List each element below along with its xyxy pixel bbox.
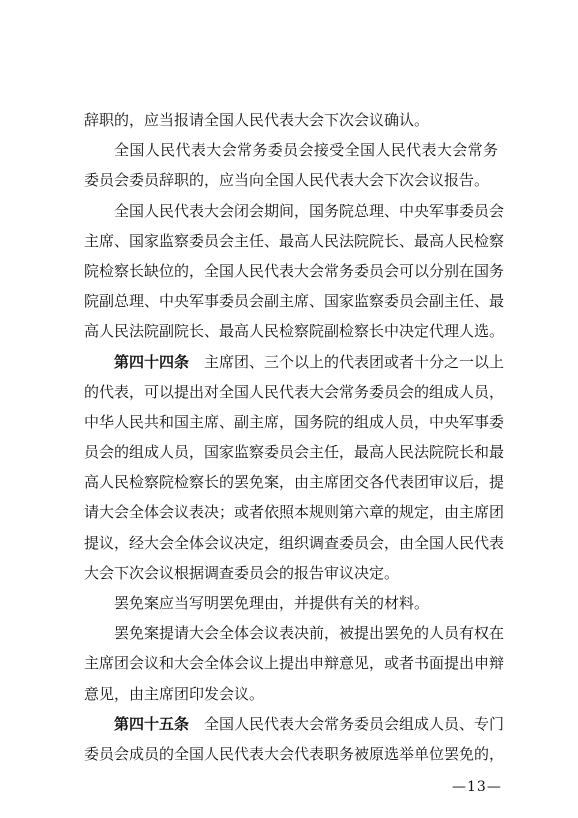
text-line bbox=[84, 316, 505, 346]
document-body bbox=[84, 105, 505, 769]
text-line bbox=[84, 437, 505, 467]
line-text: 主席、国家监察委员会主任、最高人民法院院长、最高人民检察 bbox=[84, 231, 505, 250]
text-line bbox=[84, 467, 505, 497]
line-text: 委员会成员的全国人民代表大会代表职务被原选举单位罢免的， bbox=[84, 744, 505, 763]
text-line bbox=[84, 286, 505, 316]
text-line bbox=[84, 377, 505, 407]
line-text: 大会下次会议根据调查委员会的报告审议决定。 bbox=[84, 563, 400, 582]
line-text: 辞职的，应当报请全国人民代表大会下次会议确认。 bbox=[84, 111, 430, 129]
text-line bbox=[84, 256, 505, 286]
line-text: 罢免案提请大会全体会议表决前，被提出罢免的人员有权在 bbox=[114, 624, 505, 643]
page-number: —13— bbox=[452, 779, 502, 795]
line-text: 院检察长缺位的，全国人民代表大会常务委员会可以分别在国务 bbox=[84, 261, 505, 280]
line-text: 中华人民共和国主席、副主席，国务院的组成人员，中央军事委 bbox=[84, 412, 505, 431]
line-text: 委员会委员辞职的，应当向全国人民代表大会下次会议报告。 bbox=[84, 171, 490, 190]
text-line bbox=[84, 528, 505, 558]
text-line bbox=[84, 196, 505, 226]
article-number: 第四十四条 bbox=[114, 352, 190, 371]
text-line bbox=[84, 558, 498, 588]
text-line bbox=[84, 679, 498, 709]
text-line bbox=[84, 226, 505, 256]
line-text: 全国人民代表大会闭会期间，国务院总理、中央军事委员会 bbox=[114, 201, 505, 220]
line-text: 意见，由主席团印发会议。 bbox=[84, 684, 265, 703]
text-line bbox=[84, 588, 498, 618]
text-line bbox=[84, 648, 505, 678]
text-line bbox=[84, 618, 505, 648]
text-line bbox=[84, 709, 505, 739]
line-text: 员会的组成人员，国家监察委员会主任，最高人民法院院长和最 bbox=[84, 443, 505, 462]
line-text: 高人民检察院检察长的罢免案，由主席团交各代表团审议后，提 bbox=[84, 473, 505, 492]
line-text: 主席团、三个以上的代表团或者十分之一以上 bbox=[189, 352, 505, 371]
line-text: 全国人民代表大会常务委员会接受全国人民代表大会常务 bbox=[114, 141, 498, 160]
line-text: 院副总理、中央军事委员会副主席、国家监察委员会副主任、最 bbox=[84, 292, 505, 311]
text-line bbox=[84, 497, 505, 527]
text-line bbox=[84, 407, 505, 437]
line-text: 的代表，可以提出对全国人民代表大会常务委员会的组成人员， bbox=[84, 382, 505, 401]
article-number: 第四十五条 bbox=[114, 714, 190, 733]
line-text: 高人民法院副院长、最高人民检察院副检察长中决定代理人选。 bbox=[84, 322, 505, 341]
line-text: 主席团会议和大会全体会议上提出申辩意见，或者书面提出申辩 bbox=[84, 654, 505, 673]
text-line bbox=[84, 739, 505, 769]
line-text: 请大会全体会议表决；或者依照本规则第六章的规定，由主席团 bbox=[84, 503, 505, 522]
line-text: 提议，经大会全体会议决定，组织调查委员会，由全国人民代表 bbox=[84, 533, 505, 552]
line-text: 罢免案应当写明罢免理由，并提供有关的材料。 bbox=[114, 594, 430, 612]
text-line bbox=[84, 165, 498, 195]
text-line bbox=[84, 135, 498, 165]
text-line bbox=[84, 347, 505, 377]
line-text: 全国人民代表大会常务委员会组成人员、专门 bbox=[189, 714, 505, 733]
text-line bbox=[84, 105, 498, 135]
